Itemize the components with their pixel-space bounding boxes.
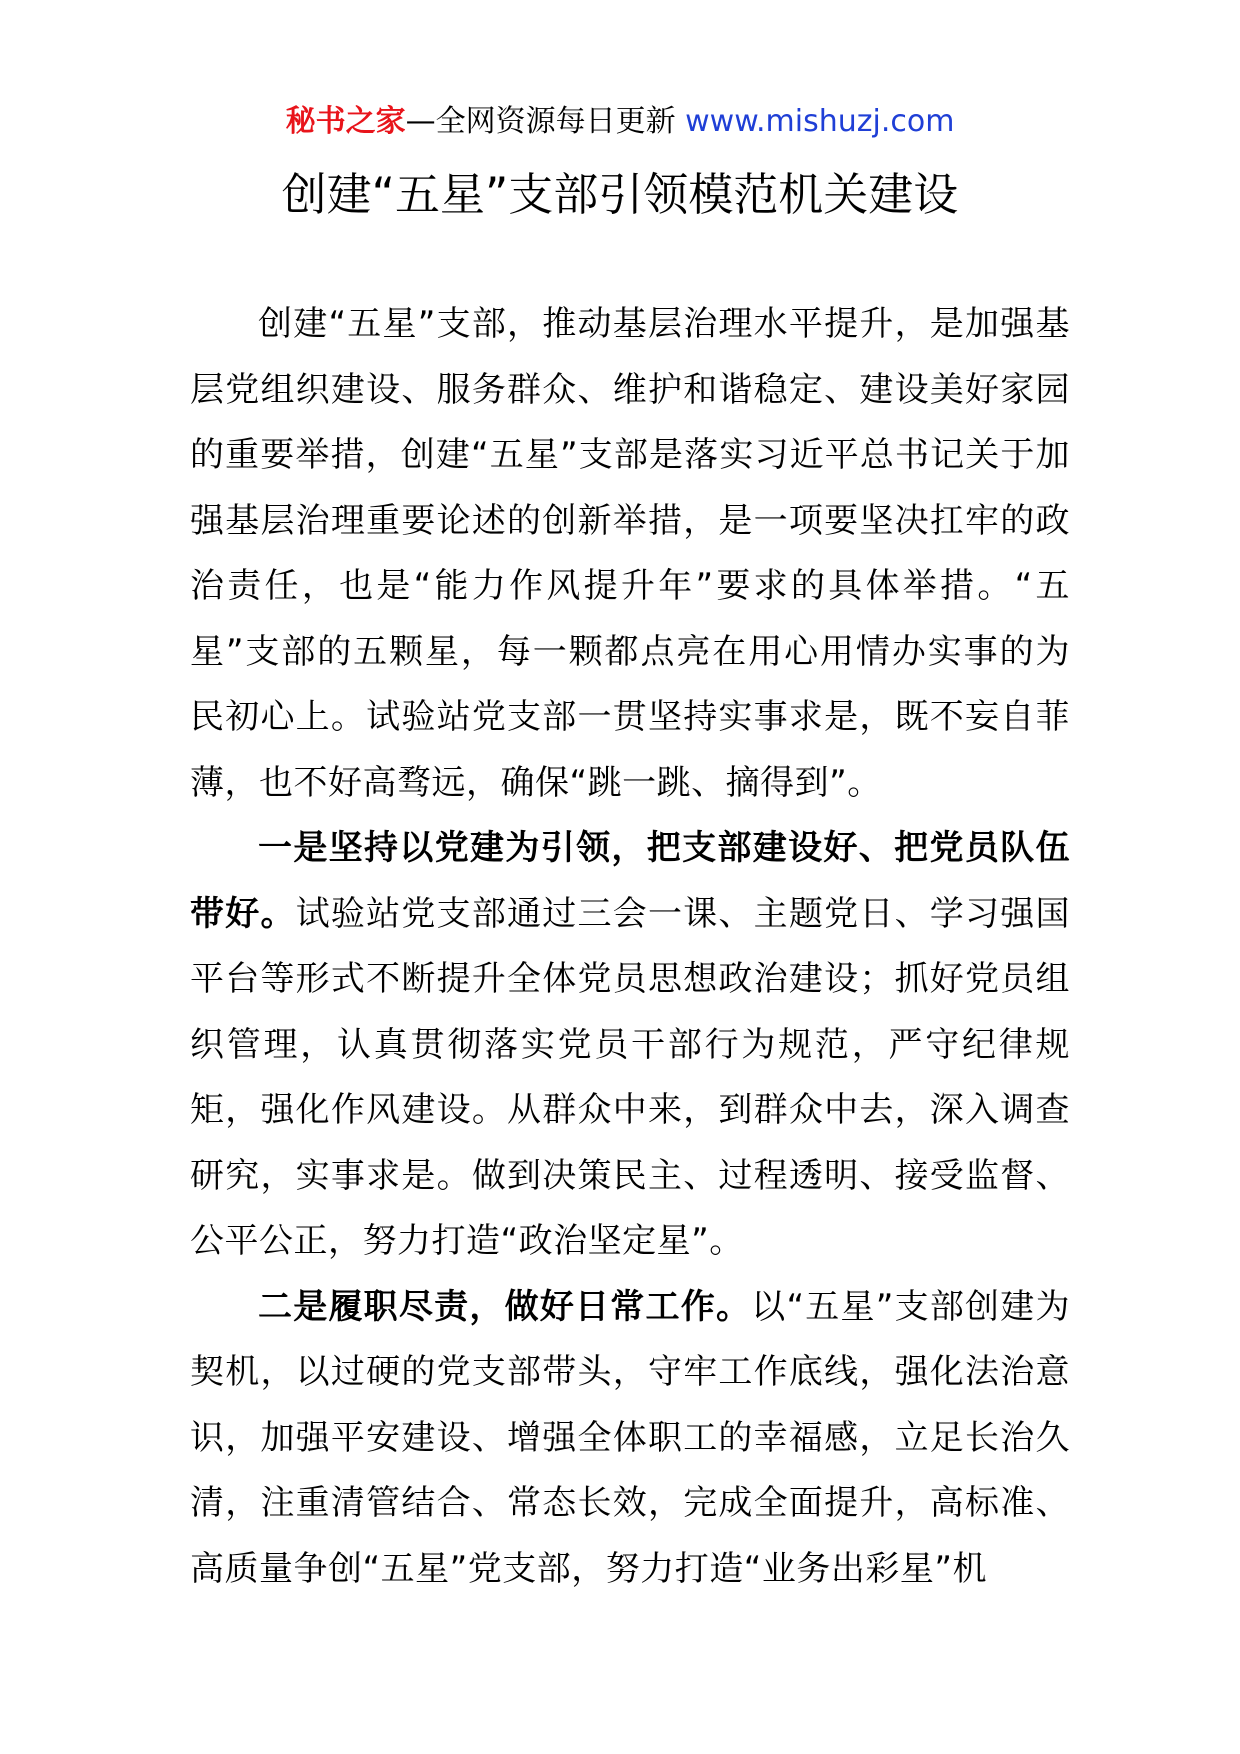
paragraph-text: 以“五星”支部创建为契机，以过硬的党支部带头，守牢工作底线，强化法治意识，加强平安建设、增强全体职工的幸福感，立足长治久清，注重清管结合、常态长效，完成全面提升，高标准、高质量争创“五星”党支部，努力打造“业务出彩星”机 bbox=[190, 1286, 1071, 1589]
brand-name: 秘书之家 bbox=[285, 104, 406, 139]
site-header bbox=[0, 100, 1240, 144]
document-title: 创建“五星”支部引领模范机关建设 bbox=[281, 168, 959, 221]
paragraph-lead: 一是坚持以党建为引领，把支部建设好、把党员队伍带好。 bbox=[190, 828, 1070, 934]
paragraph-text: 试验站党支部通过三会一课、主题党日、学习强国平台等形式不断提升全体党员思想政治建设；抓好党员组织管理，认真贯彻落实党员干部行为规范，严守纪律规矩，强化作风建设。从群众中来，到群众中去，深入调查研究，实事求是。做到决策民主、过程透明、接受监督、公平公正，努力打造“政治坚定星”。 bbox=[190, 893, 1070, 1261]
paragraph-point-two bbox=[190, 1275, 1070, 1603]
header-tagline: —全网资源每日更新 bbox=[405, 104, 686, 139]
paragraph-text: 创建“五星”支部，推动基层治理水平提升，是加强基层党组织建设、服务群众、维护和谐稳定、建设美好家园的重要举措，创建“五星”支部是落实习近平总书记关于加强基层治理重要论述的创新举措，是一项要坚决扛牢的政治责任，也是“能力作风提升年”要求的具体举措。“五星”支部的五颗星，每一颗都点亮在用心用情办实事的为民初心上。试验站党支部一贯坚持实事求是，既不妄自菲薄，也不好高骛远，确保“跳一跳、摘得到”。 bbox=[190, 304, 1070, 803]
paragraph-point-one bbox=[190, 816, 1070, 1275]
site-url: www.mishuzj.com bbox=[685, 104, 955, 139]
paragraph-lead: 二是履职尽责，做好日常工作。 bbox=[258, 1286, 752, 1327]
document-body bbox=[190, 292, 1070, 1602]
paragraph-intro bbox=[190, 292, 1070, 816]
